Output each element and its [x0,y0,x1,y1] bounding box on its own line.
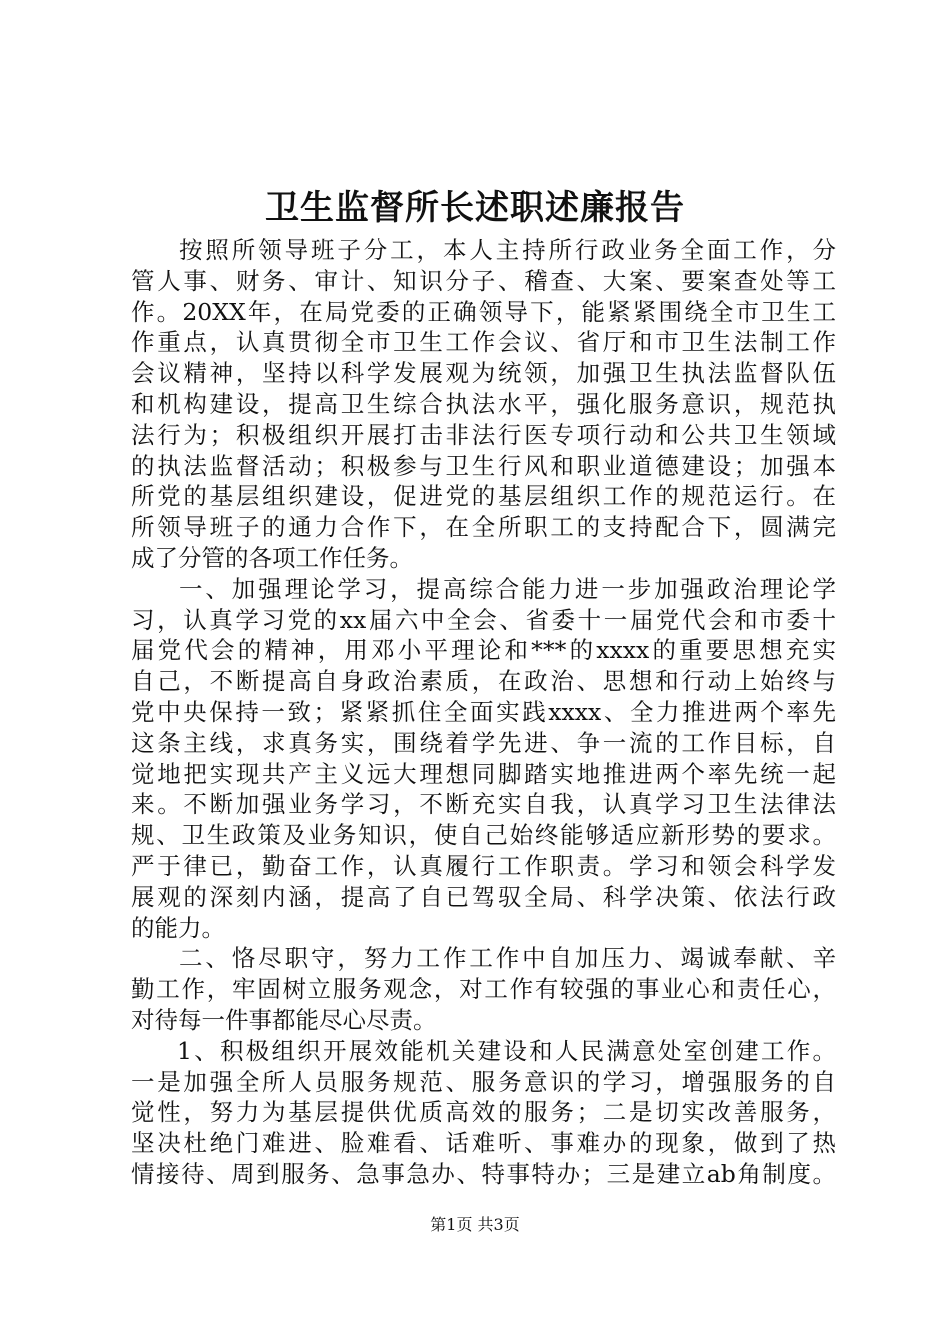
document-body [131,235,836,1190]
body-line: 一是加强全所人员服务规范、服务意识的学习，增强服务的自 [131,1067,836,1096]
body-line: 一、加强理论学习，提高综合能力进一步加强政治理论学 [179,574,836,603]
body-line: 坚决杜绝门难进、脸难看、话难听、事难办的现象，做到了热 [131,1129,836,1158]
body-line: 届党代会的精神，用邓小平理论和***的xxxx的重要思想充实 [131,636,836,665]
body-line: 情接待、周到服务、急事急办、特事特办；三是建立ab角制度。 [131,1159,836,1188]
body-line: 所领导班子的通力合作下，在全所职工的支持配合下，圆满完 [131,513,836,542]
body-line: 习，认真学习党的xx届六中全会、省委十一届党代会和市委十 [131,605,836,634]
document-title: 卫生监督所长述职述廉报告 [265,188,685,228]
body-line: 二、恪尽职守，努力工作工作中自加压力、竭诚奉献、辛 [179,944,836,973]
body-line: 的能力。 [131,913,225,942]
body-line: 所党的基层组织建设，促进党的基层组织工作的规范运行。在 [131,482,836,511]
body-line: 的执法监督活动；积极参与卫生行风和职业道德建设；加强本 [131,451,836,480]
body-line: 来。不断加强业务学习，不断充实自我，认真学习卫生法律法 [131,790,836,819]
body-line: 会议精神，坚持以科学发展观为统领，加强卫生执法监督队伍 [131,359,836,388]
body-line: 作。20XX年，在局党委的正确领导下，能紧紧围绕全市卫生工 [131,297,836,326]
body-line: 按照所领导班子分工，本人主持所行政业务全面工作，分 [179,236,836,264]
body-line: 展观的深刻内涵，提高了自已驾驭全局、科学决策、依法行政 [131,882,836,911]
body-line: 自己，不断提高自身政治素质，在政治、思想和行动上始终与 [131,667,836,696]
body-line: 这条主线，求真务实，围绕着学先进、争一流的工作目标，自 [131,728,836,757]
body-line: 觉地把实现共产主义远大理想同脚踏实地推进两个率先统一起 [131,759,836,788]
body-line: 和机构建设，提高卫生综合执法水平，强化服务意识，规范执 [131,389,836,418]
body-line: 作重点，认真贯彻全市卫生工作会议、省厅和市卫生法制工作 [131,328,836,357]
body-line: 严于律已，勤奋工作，认真履行工作职责。学习和领会科学发 [131,851,836,880]
body-line: 党中央保持一致；紧紧抓住全面实践xxxx、全力推进两个率先 [131,697,836,726]
body-line: 对待每一件事都能尽心尽责。 [131,1005,437,1034]
body-line: 勤工作，牢固树立服务观念，对工作有较强的事业心和责任心， [131,975,836,1004]
page-number-footer: 第1页 共3页 [430,1215,520,1234]
body-line: 成了分管的各项工作任务。 [131,543,413,572]
body-line: 法行为；积极组织开展打击非法行医专项行动和公共卫生领域 [131,420,836,449]
body-line: 管人事、财务、审计、知识分子、稽查、大案、要案查处等工 [131,266,836,295]
body-line: 1、积极组织开展效能机关建设和人民满意处室创建工作。 [177,1036,836,1065]
body-line: 觉性，努力为基层提供优质高效的服务；二是切实改善服务， [131,1098,836,1127]
body-line: 规、卫生政策及业务知识，使自己始终能够适应新形势的要求。 [131,821,836,850]
